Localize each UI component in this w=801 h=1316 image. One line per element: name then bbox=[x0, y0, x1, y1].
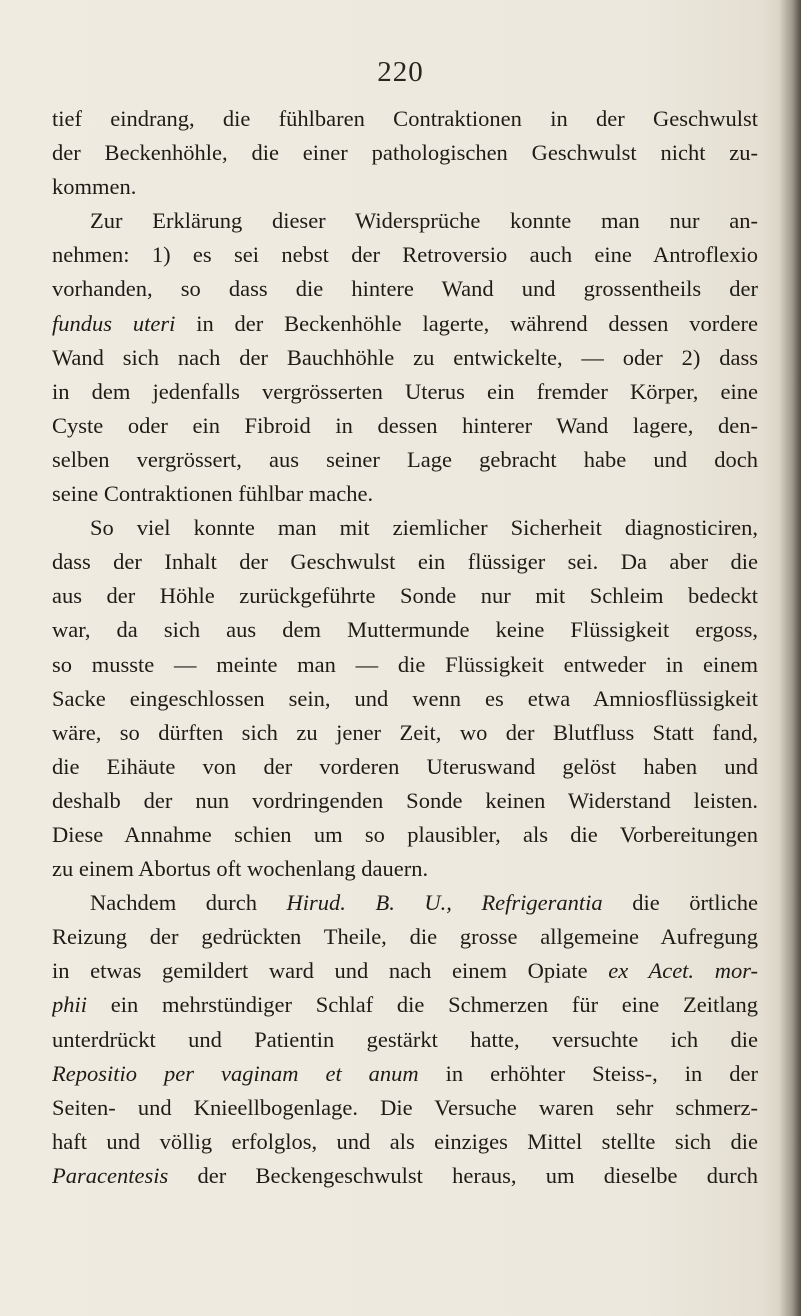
text-segment: wäre, so dürften sich zu jener Zeit, wo der Blutfluss Statt fand, bbox=[52, 719, 758, 745]
text-segment: Wand sich nach der Bauchhöhle zu entwickelte, — oder 2) dass bbox=[52, 344, 758, 370]
text-segment: ein mehrstündiger Schlaf die Schmerzen für eine Zeitlang bbox=[87, 992, 758, 1018]
italic-text: phii bbox=[52, 992, 88, 1018]
text-line bbox=[52, 648, 758, 682]
text-line bbox=[52, 852, 758, 886]
text-line bbox=[52, 1125, 758, 1159]
text-segment: Diese Annahme schien um so plausibler, als die Vorbereitungen bbox=[52, 821, 758, 847]
text-line bbox=[52, 409, 758, 443]
text-line bbox=[52, 886, 758, 920]
text-line bbox=[52, 988, 758, 1022]
text-segment: in dem jedenfalls vergrösserten Uterus ein fremder Körper, eine bbox=[52, 378, 758, 404]
text-segment: Seiten- und Knieellbogenlage. Die Versuche waren sehr schmerz- bbox=[52, 1094, 758, 1120]
text-segment: deshalb der nun vordringenden Sonde keinen Widerstand leisten. bbox=[52, 787, 758, 813]
italic-text: fundus uteri bbox=[52, 310, 176, 336]
text-line bbox=[52, 238, 758, 272]
text-line bbox=[52, 272, 758, 306]
text-segment: war, da sich aus dem Muttermunde keine Flüssigkeit ergoss, bbox=[52, 617, 758, 643]
text-line bbox=[52, 204, 758, 238]
italic-text: Repositio per vaginam et anum bbox=[52, 1060, 419, 1086]
text-line bbox=[52, 1023, 758, 1057]
text-segment: aus der Höhle zurückgeführte Sonde nur mit Schleim bedeckt bbox=[52, 583, 758, 609]
text-segment: Nachdem durch bbox=[90, 890, 287, 916]
text-line bbox=[52, 545, 758, 579]
text-line bbox=[52, 102, 758, 136]
text-segment: zu einem Abortus oft wochenlang dauern. bbox=[52, 856, 429, 882]
text-segment: selben vergrössert, aus seiner Lage gebracht habe und doch bbox=[52, 446, 758, 472]
italic-text: ex Acet. mor- bbox=[608, 958, 758, 984]
text-segment: in etwas gemildert ward und nach einem Opiate bbox=[52, 958, 609, 984]
text-segment: seine Contraktionen fühlbar mache. bbox=[52, 481, 374, 507]
text-line bbox=[52, 136, 758, 170]
text-segment: haft und völlig erfolglos, und als einziges Mittel stellte sich die bbox=[52, 1128, 758, 1154]
text-segment: So viel konnte man mit ziemlicher Sicherheit diagnosticiren, bbox=[90, 515, 758, 541]
italic-text: Paracentesis bbox=[52, 1162, 169, 1188]
text-segment: tief eindrang, die fühlbaren Contraktionen in der Geschwulst bbox=[52, 106, 758, 131]
italic-text: Hirud. B. U., Refrigerantia bbox=[286, 890, 603, 916]
text-line bbox=[52, 716, 758, 750]
text-line bbox=[52, 920, 758, 954]
text-line bbox=[52, 1091, 758, 1125]
text-line bbox=[52, 341, 758, 375]
text-line bbox=[52, 784, 758, 818]
text-line bbox=[52, 1159, 758, 1193]
text-segment: die örtliche bbox=[602, 890, 758, 916]
text-line bbox=[52, 307, 758, 341]
text-line bbox=[52, 375, 758, 409]
text-segment: in erhöhter Steiss-, in der bbox=[418, 1060, 758, 1086]
text-line bbox=[52, 750, 758, 784]
text-segment: vorhanden, so dass die hintere Wand und grossentheils der bbox=[52, 276, 758, 302]
text-line bbox=[52, 511, 758, 545]
page-number: 220 bbox=[377, 56, 424, 88]
text-segment: Zur Erklärung dieser Widersprüche konnte man nur an- bbox=[90, 208, 758, 234]
text-segment: der Beckenhöhle, die einer pathologischen Geschwulst nicht zu- bbox=[52, 140, 758, 166]
text-line bbox=[52, 477, 758, 511]
text-line bbox=[52, 818, 758, 852]
text-segment: Reizung der gedrückten Theile, die grosse allgemeine Aufregung bbox=[52, 924, 758, 950]
text-segment: nehmen: 1) es sei nebst der Retroversio auch eine Antroflexio bbox=[52, 242, 758, 268]
text-line bbox=[52, 170, 758, 204]
text-segment: Sacke eingeschlossen sein, und wenn es etwa Amniosflüssigkeit bbox=[52, 685, 758, 711]
text-line bbox=[52, 1057, 758, 1091]
text-segment: Cyste oder ein Fibroid in dessen hinterer Wand lagere, den- bbox=[52, 412, 758, 438]
text-segment: so musste — meinte man — die Flüssigkeit entweder in einem bbox=[52, 651, 758, 677]
text-line bbox=[52, 682, 758, 716]
text-line bbox=[52, 443, 758, 477]
text-segment: die Eihäute von der vorderen Uteruswand gelöst haben und bbox=[52, 753, 758, 779]
page-edge-shadow bbox=[779, 0, 801, 1316]
text-line bbox=[52, 579, 758, 613]
text-line bbox=[52, 954, 758, 988]
text-segment: dass der Inhalt der Geschwulst ein flüssiger sei. Da aber die bbox=[52, 549, 758, 575]
body-text bbox=[52, 102, 758, 1193]
text-segment: der Beckengeschwulst heraus, um dieselbe durch bbox=[168, 1162, 758, 1188]
text-segment: unterdrückt und Patientin gestärkt hatte, versuchte ich die bbox=[52, 1026, 758, 1052]
text-segment: kommen. bbox=[52, 174, 137, 200]
text-line bbox=[52, 613, 758, 647]
text-segment: in der Beckenhöhle lagerte, während dessen vordere bbox=[175, 310, 758, 336]
